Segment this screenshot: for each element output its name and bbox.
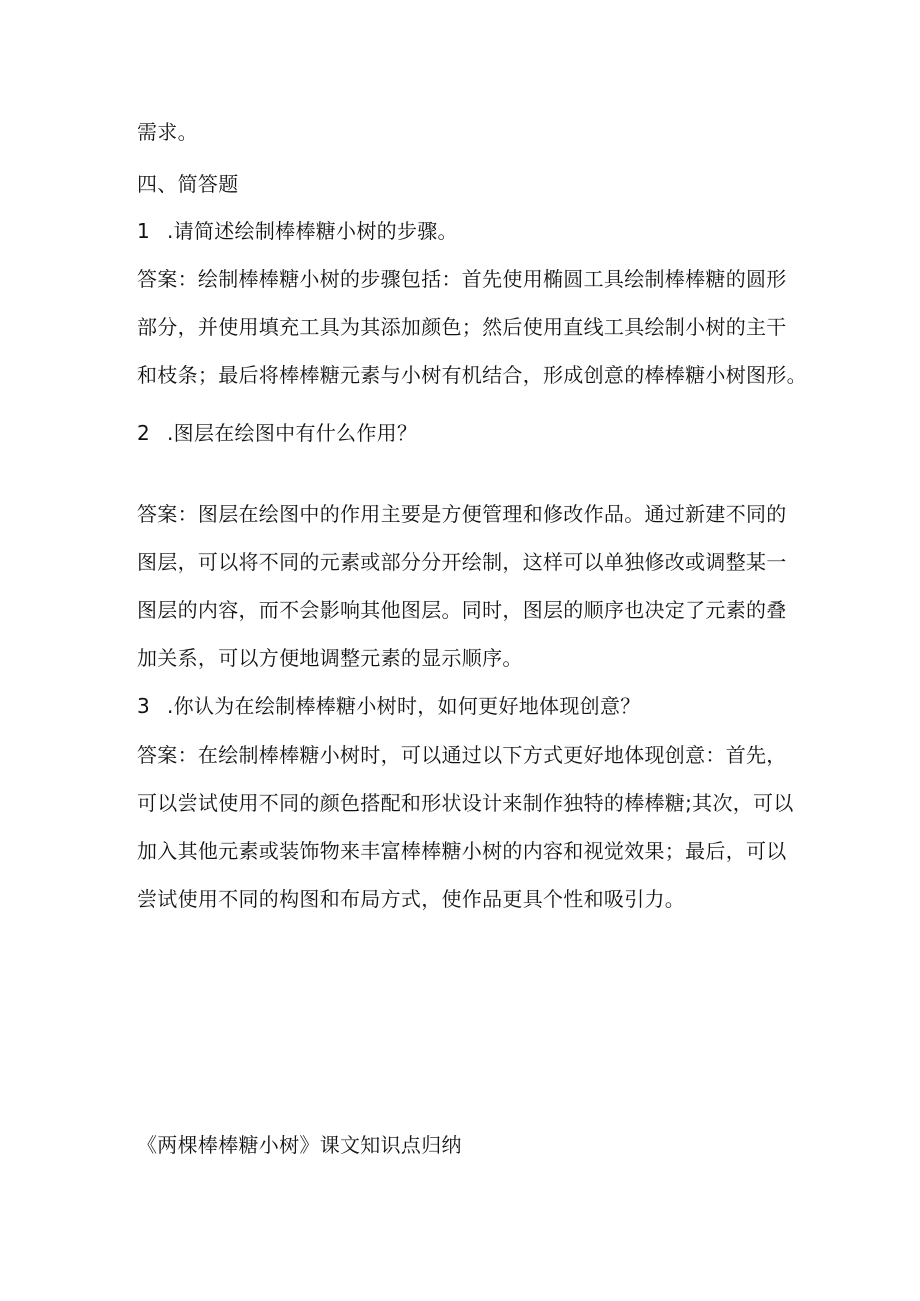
answer-3-line-4: 尝试使用不同的构图和布局方式，使作品更具个性和吸引力。 xyxy=(137,887,686,911)
answer-2-line-4: 加关系，可以方便地调整元素的显示顺序。 xyxy=(137,646,523,670)
question-number: 2 xyxy=(137,421,151,445)
question-1 xyxy=(137,217,458,245)
answer-2-line-3: 图层的内容，而不会影响其他图层。同时，图层的顺序也决定了元素的叠 xyxy=(137,598,787,622)
answer-2-line-1: 答案：图层在绘图中的作用主要是方便管理和修改作品。通过新建不同的 xyxy=(137,502,787,526)
question-3 xyxy=(137,692,641,720)
intro-tail-text: 需求。 xyxy=(137,120,198,144)
question-number: 3 xyxy=(137,694,151,718)
question-prompt: .你认为在绘制棒棒糖小树时，如何更好地体现创意？ xyxy=(167,694,641,718)
answer-3-line-2: 可以尝试使用不同的颜色搭配和形状设计来制作独特的棒棒糖;其次，可以 xyxy=(137,791,794,815)
answer-3-line-1: 答案：在绘制棒棒糖小树时，可以通过以下方式更好地体现创意：首先， xyxy=(137,743,787,767)
answer-3-line-3: 加入其他元素或装饰物来丰富棒棒糖小树的内容和视觉效果；最后，可以 xyxy=(137,839,787,863)
answer-1-line-2: 部分，并使用填充工具为其添加颜色；然后使用直线工具绘制小树的主干 xyxy=(137,315,787,339)
question-number: 1 xyxy=(137,219,151,243)
section-heading: 四、简答题 xyxy=(137,172,239,196)
question-2 xyxy=(137,419,417,447)
answer-1-line-1: 答案：绘制棒棒糖小树的步骤包括：首先使用椭圆工具绘制棒棒糖的圆形 xyxy=(137,267,787,291)
next-section-title: 《两棵棒棒糖小树》课文知识点归纳 xyxy=(137,1133,462,1157)
question-prompt: .图层在绘图中有什么作用？ xyxy=(167,421,418,445)
answer-2-line-2: 图层，可以将不同的元素或部分分开绘制，这样可以单独修改或调整某一 xyxy=(137,550,787,574)
question-prompt: .请简述绘制棒棒糖小树的步骤。 xyxy=(167,219,458,243)
answer-1-line-3: 和枝条；最后将棒棒糖元素与小树有机结合，形成创意的棒棒糖小树图形。 xyxy=(137,363,807,387)
